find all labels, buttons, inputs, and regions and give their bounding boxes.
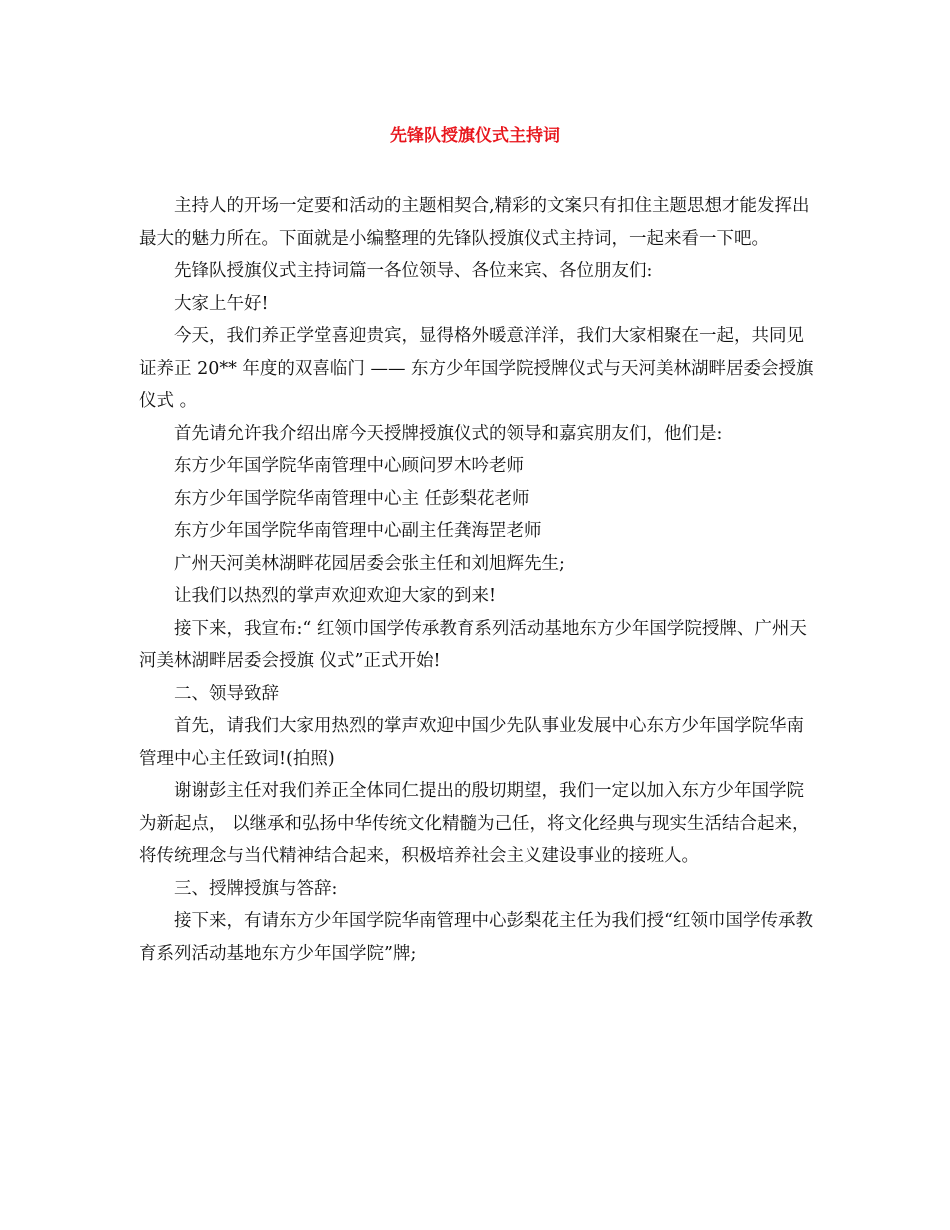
section-heading-award: 三、授牌授旗与答辞:: [174, 878, 338, 899]
paragraph-today: 今天，我们养正学堂喜迎贵宾，显得格外暖意洋洋，我们大家相聚在一起，共同见证养正 20** 年度的双喜临门 —— 东方少年国学院授牌仪式与天河美林湖畔居委会授旗仪式 。: [139, 326, 814, 411]
paragraph-intro: 主持人的开场一定要和活动的主题相契合,精彩的文案只有扣住主题思想才能发挥出最大的魅力所在。下面就是小编整理的先锋队授旗仪式主持词，一起来看一下吧。: [139, 196, 810, 249]
paragraph-guest-4: 广州天河美林湖畔花园居委会张主任和刘旭辉先生;: [174, 553, 565, 574]
paragraph-welcome: 让我们以热烈的掌声欢迎欢迎大家的到来!: [174, 586, 497, 606]
document-body: [139, 190, 815, 970]
document-title: 先锋队授旗仪式主持词: [390, 126, 560, 146]
paragraph-award: 接下来，有请东方少年国学院华南管理中心彭梨花主任为我们授“红领巾国学传承教育系列活动基地东方少年国学院”牌;: [139, 911, 813, 964]
paragraph-leader-speech: 首先，请我们大家用热烈的掌声欢迎中国少先队事业发展中心东方少年国学院华南管理中心主任致词!(拍照): [139, 716, 804, 769]
paragraph-greeting-heading: 先锋队授旗仪式主持词篇一各位领导、各位来宾、各位朋友们:: [174, 261, 653, 281]
paragraph-guest-3: 东方少年国学院华南管理中心副主任龚海罡老师: [174, 521, 542, 541]
paragraph-guest-2: 东方少年国学院华南管理中心主 任彭梨花老师: [174, 488, 530, 509]
paragraph-guest-1: 东方少年国学院华南管理中心顾问罗木吟老师: [174, 456, 524, 476]
paragraph-thanks: 谢谢彭主任对我们养正全体同仁提出的殷切期望，我们一定以加入东方少年国学院为新起点， 以继承和弘扬中华传统文化精髓为己任，将文化经典与现实生活结合起来，将传统理念与当代精神结合起来，积极培养社会主义建设事业的接班人。: [139, 781, 810, 866]
paragraph-announce: 接下来，我宣布:“ 红领巾国学传承教育系列活动基地东方少年国学院授牌、广州天河美林湖畔居委会授旗 仪式”正式开始!: [139, 618, 807, 671]
paragraph-introduce-guests: 首先请允许我介绍出席今天授牌授旗仪式的领导和嘉宾朋友们，他们是:: [174, 423, 723, 444]
section-heading-leader-speech: 二、领导致辞: [174, 683, 279, 704]
paragraph-good-morning: 大家上午好!: [174, 293, 269, 314]
